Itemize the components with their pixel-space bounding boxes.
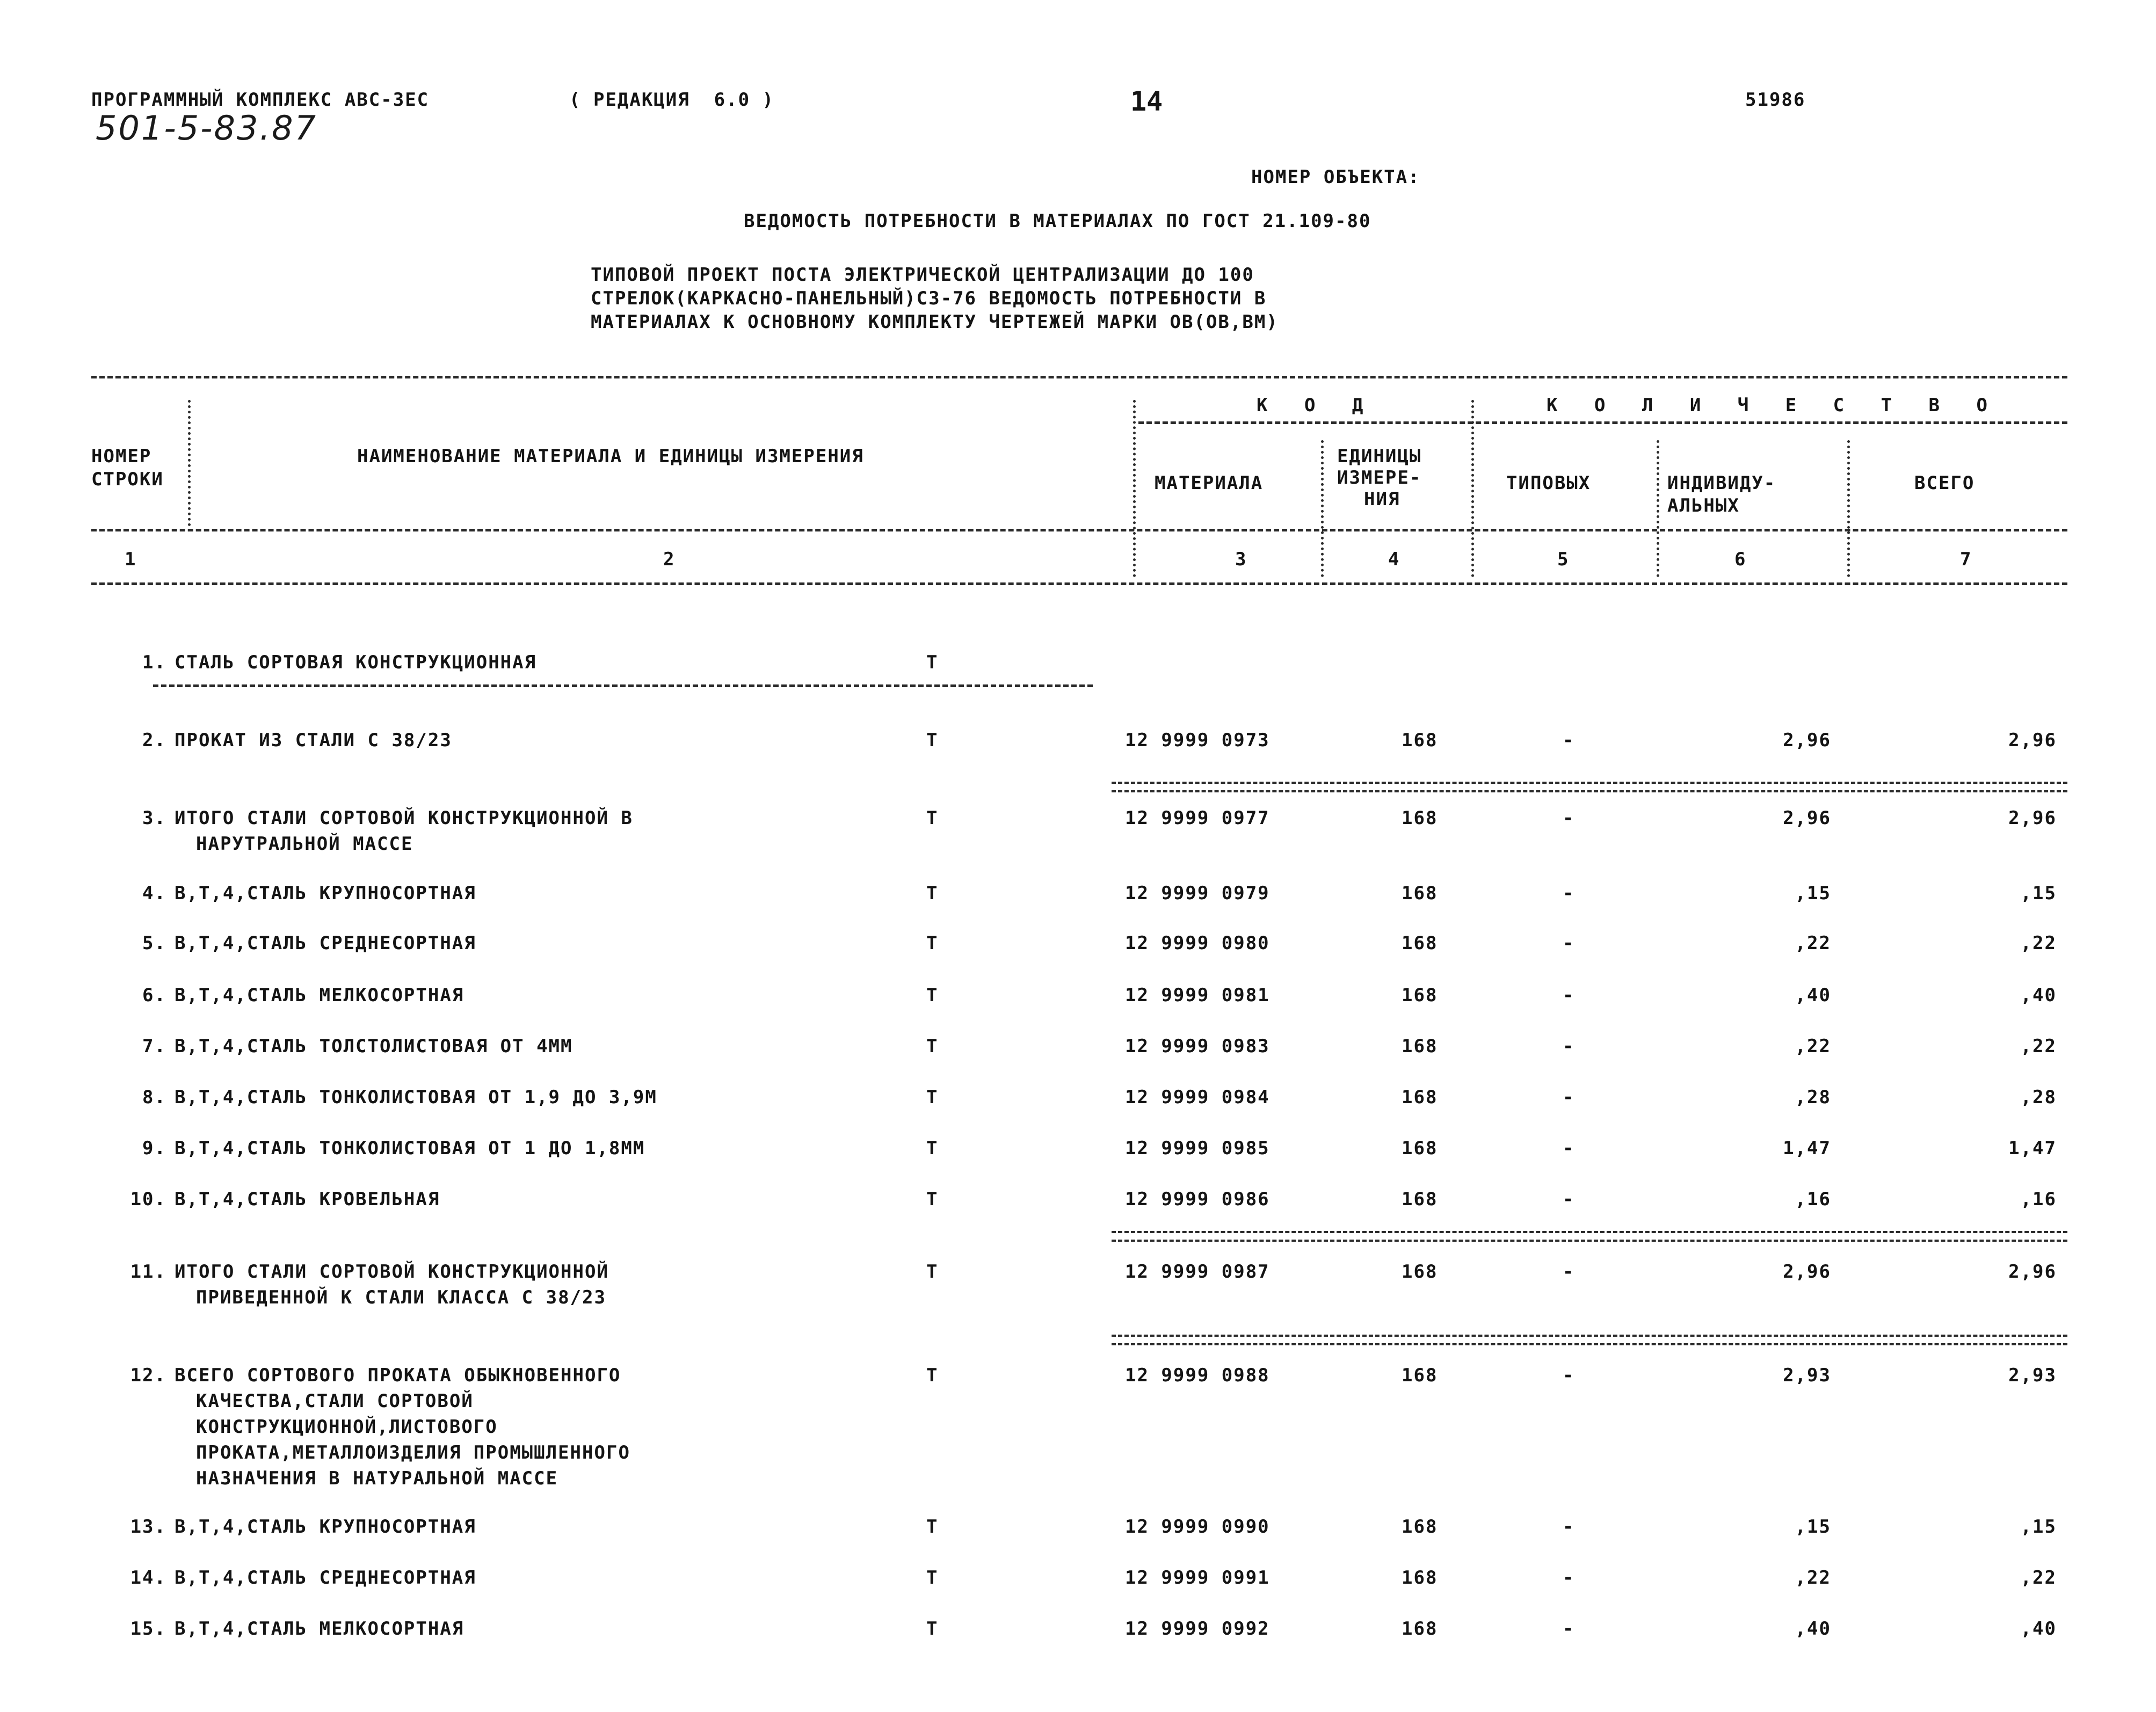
double-rule-1: [1112, 782, 2067, 792]
col-sep-3: [1321, 440, 1324, 577]
material-name-line: В,Т,4,СТАЛЬ ТОНКОЛИСТОВАЯ ОТ 1,9 ДО 3,9М: [175, 1087, 657, 1108]
individual-quantity: ,15: [1795, 883, 1831, 904]
column-number-4: 4: [1388, 549, 1400, 570]
material-name-line: ПРОКАТ ИЗ СТАЛИ С 38/23: [175, 730, 452, 751]
document-number: 51986: [1745, 89, 1806, 111]
individual-quantity: ,40: [1795, 1618, 1831, 1640]
row-number: 14.: [130, 1567, 166, 1589]
header-individual-2: АЛЬНЫХ: [1667, 495, 1740, 516]
table-row: [0, 650, 2156, 735]
total-quantity: ,40: [2020, 1618, 2057, 1640]
row-number: 4.: [142, 883, 166, 904]
material-name-line: В,Т,4,СТАЛЬ КРУПНОСОРТНАЯ: [175, 883, 476, 904]
material-name-line: В,Т,4,СТАЛЬ ТОЛСТОЛИСТОВАЯ ОТ 4ММ: [175, 1036, 573, 1057]
row-number: 13.: [130, 1516, 166, 1538]
material-name-line: ПРОКАТА,МЕТАЛЛОИЗДЕЛИЯ ПРОМЫШЛЕННОГО: [196, 1442, 630, 1463]
unit-code: 168: [1402, 1189, 1438, 1210]
material-name-line: ВСЕГО СОРТОВОГО ПРОКАТА ОБЫКНОВЕННОГО: [175, 1365, 621, 1386]
unit-of-measure: Т: [926, 1087, 939, 1108]
unit-code: 168: [1402, 985, 1438, 1006]
header-bottom-rule: [91, 529, 2067, 531]
typical-quantity: -: [1563, 1189, 1575, 1210]
double-rule-2: [1112, 1231, 2067, 1242]
col-sep-5: [1657, 440, 1659, 577]
table-row: [0, 1259, 2156, 1345]
page-number: 14: [1130, 86, 1163, 117]
total-quantity: ,15: [2020, 1516, 2057, 1538]
typical-quantity: -: [1563, 1567, 1575, 1589]
unit-code: 168: [1402, 1261, 1438, 1283]
column-number-3: 3: [1235, 549, 1247, 570]
individual-quantity: ,15: [1795, 1516, 1831, 1538]
column-number-2: 2: [663, 549, 676, 570]
header-total: ВСЕГО: [1914, 472, 1975, 494]
typical-quantity: -: [1563, 1365, 1575, 1386]
row-number: 7.: [142, 1036, 166, 1057]
unit-of-measure: Т: [926, 1261, 939, 1283]
material-name-line: КАЧЕСТВА,СТАЛИ СОРТОВОЙ: [196, 1390, 474, 1412]
unit-of-measure: Т: [926, 1618, 939, 1640]
unit-of-measure: Т: [926, 1189, 939, 1210]
individual-quantity: ,22: [1795, 933, 1831, 954]
total-quantity: 2,96: [2008, 1261, 2057, 1283]
col-sep-1: [188, 400, 191, 526]
total-quantity: 1,47: [2008, 1138, 2057, 1159]
typical-quantity: -: [1563, 1036, 1575, 1057]
header-row-number-1: НОМЕР: [91, 446, 152, 467]
unit-code: 168: [1402, 1567, 1438, 1589]
material-code: 12 9999 0988: [1125, 1365, 1270, 1386]
unit-of-measure: Т: [926, 883, 939, 904]
header-unit-3: НИЯ: [1364, 489, 1400, 510]
handwritten-code: 501-5-83.87: [96, 108, 318, 148]
material-name-line: ИТОГО СТАЛИ СОРТОВОЙ КОНСТРУКЦИОННОЙ: [175, 1261, 609, 1283]
material-name-line: ИТОГО СТАЛИ СОРТОВОЙ КОНСТРУКЦИОННОЙ В: [175, 807, 633, 829]
material-code: 12 9999 0990: [1125, 1516, 1270, 1538]
individual-quantity: ,22: [1795, 1036, 1831, 1057]
header-row-number-2: СТРОКИ: [91, 469, 164, 490]
double-rule-3: [1112, 1335, 2067, 1345]
header-individual-1: ИНДИВИДУ-: [1667, 472, 1776, 494]
col-sep-6: [1847, 440, 1850, 577]
material-name-line: ПРИВЕДЕННОЙ К СТАЛИ КЛАССА С 38/23: [196, 1287, 606, 1308]
material-name-line: НАЗНАЧЕНИЯ В НАТУРАЛЬНОЙ МАССЕ: [196, 1468, 558, 1489]
row-number: 6.: [142, 985, 166, 1006]
header-unit-2: ИЗМЕРЕ-: [1337, 467, 1422, 489]
header-material-code: МАТЕРИАЛА: [1155, 472, 1264, 494]
unit-code: 168: [1402, 1087, 1438, 1108]
material-name-line: В,Т,4,СТАЛЬ КРОВЕЛЬНАЯ: [175, 1189, 440, 1210]
table-row: [0, 727, 2156, 813]
column-number-5: 5: [1557, 549, 1570, 570]
material-name-line: В,Т,4,СТАЛЬ МЕЛКОСОРТНАЯ: [175, 1618, 464, 1640]
unit-of-measure: Т: [926, 1036, 939, 1057]
unit-code: 168: [1402, 1138, 1438, 1159]
unit-of-measure: Т: [926, 807, 939, 829]
material-name-line: В,Т,4,СТАЛЬ СРЕДНЕСОРТНАЯ: [175, 933, 476, 954]
typical-quantity: -: [1563, 730, 1575, 751]
material-code: 12 9999 0981: [1125, 985, 1270, 1006]
edition-label: ( РЕДАКЦИЯ 6.0 ): [569, 89, 774, 111]
material-name-line: КОНСТРУКЦИОННОЙ,ЛИСТОВОГО: [196, 1416, 498, 1438]
unit-code: 168: [1402, 933, 1438, 954]
unit-of-measure: Т: [926, 985, 939, 1006]
total-quantity: ,22: [2020, 933, 2057, 954]
row-number: 3.: [142, 807, 166, 829]
subtitle-line-2: СТРЕЛОК(КАРКАСНО-ПАНЕЛЬНЫЙ)СЗ-76 ВЕДОМОСТЬ ПОТРЕБНОСТИ В: [591, 288, 1267, 309]
row-number: 1.: [142, 652, 166, 673]
unit-code: 168: [1402, 730, 1438, 751]
table-row: [0, 1363, 2156, 1489]
unit-of-measure: Т: [926, 652, 939, 673]
material-code: 12 9999 0985: [1125, 1138, 1270, 1159]
column-number-6: 6: [1734, 549, 1747, 570]
unit-code: 168: [1402, 1365, 1438, 1386]
header-code-group: К О Д: [1257, 395, 1376, 416]
typical-quantity: -: [1563, 1618, 1575, 1640]
material-code: 12 9999 0983: [1125, 1036, 1270, 1057]
material-code: 12 9999 0980: [1125, 933, 1270, 954]
header-typical: ТИПОВЫХ: [1506, 472, 1591, 494]
material-name-line: В,Т,4,СТАЛЬ КРУПНОСОРТНАЯ: [175, 1516, 476, 1538]
document-title: ВЕДОМОСТЬ ПОТРЕБНОСТИ В МАТЕРИАЛАХ ПО ГОСТ 21.109-80: [744, 210, 1371, 232]
subtitle-line-3: МАТЕРИАЛАХ К ОСНОВНОМУ КОМПЛЕКТУ ЧЕРТЕЖЕЙ МАРКИ ОВ(ОВ,ВМ): [591, 311, 1279, 333]
typical-quantity: -: [1563, 933, 1575, 954]
total-quantity: 2,96: [2008, 730, 2057, 751]
column-number-7: 7: [1960, 549, 1972, 570]
table-row: [0, 805, 2156, 891]
total-quantity: ,22: [2020, 1036, 2057, 1057]
col-sep-4: [1471, 400, 1474, 577]
unit-of-measure: Т: [926, 1138, 939, 1159]
unit-of-measure: Т: [926, 933, 939, 954]
row-number: 10.: [130, 1189, 166, 1210]
individual-quantity: 2,96: [1783, 807, 1831, 829]
column-numbers-rule: [91, 582, 2067, 585]
typical-quantity: -: [1563, 1516, 1575, 1538]
total-quantity: ,16: [2020, 1189, 2057, 1210]
material-code: 12 9999 0991: [1125, 1567, 1270, 1589]
material-name-line: СТАЛЬ СОРТОВАЯ КОНСТРУКЦИОННАЯ: [175, 652, 537, 673]
unit-of-measure: Т: [926, 1365, 939, 1386]
unit-code: 168: [1402, 1036, 1438, 1057]
row-number: 9.: [142, 1138, 166, 1159]
material-code: 12 9999 0977: [1125, 807, 1270, 829]
material-code: 12 9999 0987: [1125, 1261, 1270, 1283]
material-code: 12 9999 0984: [1125, 1087, 1270, 1108]
total-quantity: 2,93: [2008, 1365, 2057, 1386]
row-number: 5.: [142, 933, 166, 954]
subtitle-line-1: ТИПОВОЙ ПРОЕКТ ПОСТА ЭЛЕКТРИЧЕСКОЙ ЦЕНТРАЛИЗАЦИИ ДО 100: [591, 264, 1254, 286]
material-name-line: В,Т,4,СТАЛЬ ТОНКОЛИСТОВАЯ ОТ 1 ДО 1,8ММ: [175, 1138, 645, 1159]
header-group-rule: [1138, 421, 2067, 424]
row-number: 8.: [142, 1087, 166, 1108]
material-name-line: В,Т,4,СТАЛЬ СРЕДНЕСОРТНАЯ: [175, 1567, 476, 1589]
row-number: 2.: [142, 730, 166, 751]
individual-quantity: ,40: [1795, 985, 1831, 1006]
unit-of-measure: Т: [926, 730, 939, 751]
typical-quantity: -: [1563, 883, 1575, 904]
individual-quantity: 2,93: [1783, 1365, 1831, 1386]
material-code: 12 9999 0986: [1125, 1189, 1270, 1210]
unit-code: 168: [1402, 1516, 1438, 1538]
unit-of-measure: Т: [926, 1567, 939, 1589]
object-number-label: НОМЕР ОБЪЕКТА:: [1251, 166, 1420, 188]
col-sep-2: [1133, 400, 1136, 577]
individual-quantity: ,16: [1795, 1189, 1831, 1210]
unit-code: 168: [1402, 883, 1438, 904]
typical-quantity: -: [1563, 1087, 1575, 1108]
total-quantity: 2,96: [2008, 807, 2057, 829]
row-number: 15.: [130, 1618, 166, 1640]
row-number: 11.: [130, 1261, 166, 1283]
table-row: [0, 1616, 2156, 1702]
typical-quantity: -: [1563, 1138, 1575, 1159]
header-material-name: НАИМЕНОВАНИЕ МАТЕРИАЛА И ЕДИНИЦЫ ИЗМЕРЕНИЯ: [357, 446, 864, 467]
program-name: ПРОГРАММНЫЙ КОМПЛЕКС АВС-3ЕС: [91, 89, 430, 111]
total-quantity: ,28: [2020, 1087, 2057, 1108]
unit-code: 168: [1402, 807, 1438, 829]
individual-quantity: 1,47: [1783, 1138, 1831, 1159]
individual-quantity: 2,96: [1783, 1261, 1831, 1283]
material-code: 12 9999 0973: [1125, 730, 1270, 751]
row-number: 12.: [130, 1365, 166, 1386]
column-number-1: 1: [125, 549, 137, 570]
material-name-line: НАРУТРАЛЬНОЙ МАССЕ: [196, 833, 413, 855]
typical-quantity: -: [1563, 985, 1575, 1006]
unit-code: 168: [1402, 1618, 1438, 1640]
material-name-line: В,Т,4,СТАЛЬ МЕЛКОСОРТНАЯ: [175, 985, 464, 1006]
individual-quantity: ,22: [1795, 1567, 1831, 1589]
section-rule-1: [153, 684, 1093, 687]
total-quantity: ,22: [2020, 1567, 2057, 1589]
material-code: 12 9999 0979: [1125, 883, 1270, 904]
material-code: 12 9999 0992: [1125, 1618, 1270, 1640]
typical-quantity: -: [1563, 807, 1575, 829]
header-unit-1: ЕДИНИЦЫ: [1337, 446, 1422, 467]
typical-quantity: -: [1563, 1261, 1575, 1283]
total-quantity: ,15: [2020, 883, 2057, 904]
header-top-rule: [91, 376, 2067, 378]
header-quantity-group: К О Л И Ч Е С Т В О: [1547, 395, 2000, 416]
individual-quantity: ,28: [1795, 1087, 1831, 1108]
total-quantity: ,40: [2020, 985, 2057, 1006]
unit-of-measure: Т: [926, 1516, 939, 1538]
individual-quantity: 2,96: [1783, 730, 1831, 751]
